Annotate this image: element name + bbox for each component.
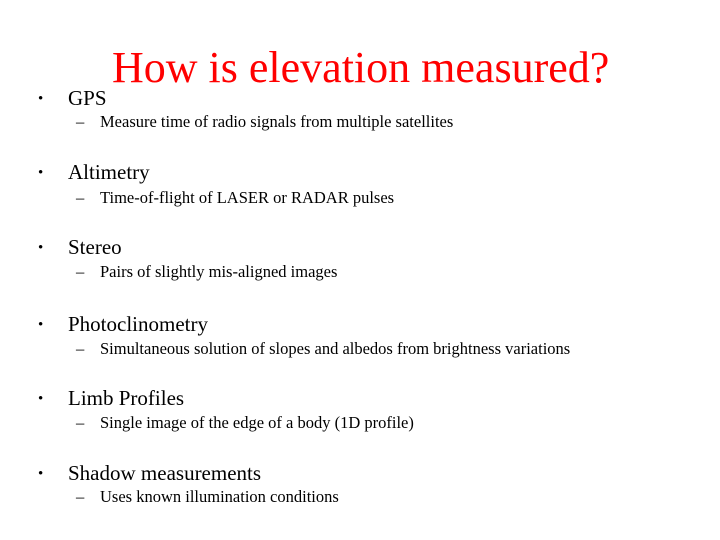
bullet-gps [38, 86, 107, 111]
dash-icon: – [76, 112, 85, 131]
sub-bullet-shadow-measurements [76, 487, 339, 507]
bullet-altimetry [38, 160, 150, 185]
dash-icon: – [76, 487, 85, 506]
sub-bullet-stereo [76, 262, 337, 282]
bullet-label: GPS [68, 86, 107, 110]
bullet-icon: • [38, 466, 44, 482]
sub-bullet-limb-profiles [76, 413, 414, 433]
sub-bullet-text: Single image of the edge of a body (1D profile) [100, 413, 414, 432]
sub-bullet-gps [76, 112, 453, 132]
sub-bullet-photoclinometry [76, 339, 570, 359]
sub-bullet-text: Uses known illumination conditions [100, 487, 339, 506]
sub-bullet-text: Simultaneous solution of slopes and albedos from brightness variations [100, 339, 571, 358]
sub-bullet-altimetry [76, 188, 394, 208]
bullet-stereo [38, 235, 122, 260]
bullet-label: Shadow measurements [68, 461, 262, 485]
dash-icon: – [76, 262, 85, 281]
bullet-icon: • [38, 91, 44, 107]
bullet-photoclinometry [38, 312, 208, 337]
bullet-icon: • [38, 165, 44, 181]
slide-title: How is elevation measured? [112, 43, 610, 92]
bullet-icon: • [38, 317, 44, 333]
dash-icon: – [76, 339, 85, 358]
bullet-label: Stereo [68, 235, 122, 259]
bullet-icon: • [38, 391, 44, 407]
dash-icon: – [76, 188, 85, 207]
bullet-label: Photoclinometry [68, 312, 208, 336]
bullet-label: Limb Profiles [68, 386, 185, 410]
bullet-icon: • [38, 240, 44, 256]
bullet-shadow-measurements [38, 461, 261, 486]
sub-bullet-text: Time-of-flight of LASER or RADAR pulses [100, 188, 395, 207]
bullet-limb-profiles [38, 386, 184, 411]
sub-bullet-text: Pairs of slightly mis-aligned images [100, 262, 338, 281]
dash-icon: – [76, 413, 85, 432]
bullet-label: Altimetry [68, 160, 150, 184]
sub-bullet-text: Measure time of radio signals from multiple satellites [100, 112, 454, 131]
